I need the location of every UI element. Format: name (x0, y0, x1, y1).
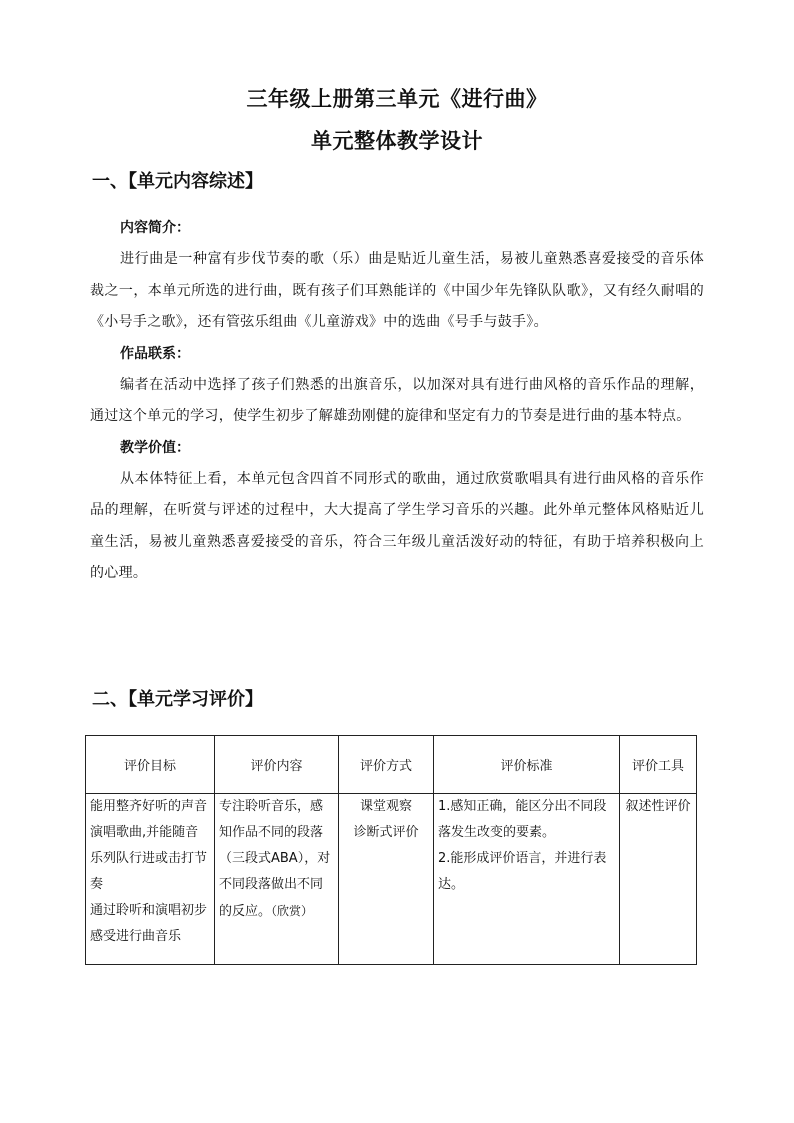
table-row (86, 794, 697, 965)
cell-content (215, 794, 339, 965)
header-method: 评价方式 (339, 736, 434, 794)
section-content-overview (90, 213, 704, 590)
works-heading: 作品联系： (120, 345, 190, 362)
intro-heading: 内容简介： (120, 220, 190, 236)
content-text: 专注聆听音乐，感知作品不同的段落（三段式ABA），对不同段落做出不同的反应。 (219, 799, 331, 919)
table-header-row (86, 736, 697, 794)
header-standard: 评价标准 (434, 736, 620, 794)
value-heading: 教学价值： (120, 439, 190, 456)
document-title: 三年级上册第三单元《进行曲》 (246, 86, 548, 111)
method-text-1: 课堂观察 (359, 799, 412, 814)
standard-text-1: 1.感知正确，能区分出不同段落发生改变的要素。 (438, 799, 607, 840)
document-subtitle: 单元整体教学设计 (311, 128, 483, 153)
cell-method (339, 794, 434, 965)
goal-text-2: 通过聆听和演唱初步感受进行曲音乐 (90, 903, 208, 944)
standard-text-2: 2.能形成评价语言，并进行表达。 (438, 851, 607, 892)
works-paragraph: 编者在活动中选择了孩子们熟悉的出旗音乐，以加深对具有进行曲风格的音乐作品的理解，通过这个单元的学习，使学生初步了解雄劲刚健的旋律和坚定有力的节奏是进行曲的基本特点。 (90, 376, 704, 424)
header-tool: 评价工具 (620, 736, 697, 794)
section-heading-learning-evaluation: 二、【单元学习评价】 (92, 689, 263, 710)
content-tag: （欣赏） (271, 904, 314, 918)
cell-standard (434, 794, 620, 965)
header-goal: 评价目标 (86, 736, 215, 794)
method-text-2: 诊断式评价 (353, 825, 419, 840)
value-paragraph: 从本体特征上看，本单元包含四首不同形式的歌曲，通过欣赏歌唱具有进行曲风格的音乐作品的理解，在听赏与评述的过程中，大大提高了学生学习音乐的兴趣。此外单元整体风格贴近儿童生活，易被儿童熟悉喜爱接受的音乐，符合三年级儿童活泼好动的特征，有助于培养积极向上的心理。 (90, 470, 704, 581)
evaluation-table (85, 735, 697, 965)
intro-paragraph: 进行曲是一种富有步伐节奏的歌（乐）曲是贴近儿童生活，易被儿童熟悉喜爱接受的音乐体裁之一，本单元所选的进行曲，既有孩子们耳熟能详的《中国少年先锋队队歌》，又有经久耐唱的《小号手之歌》，还有管弦乐组曲《儿童游戏》中的选曲《号手与鼓手》。 (90, 251, 704, 330)
cell-tool: 叙述性评价 (620, 794, 697, 965)
header-content: 评价内容 (215, 736, 339, 794)
cell-goal (86, 794, 215, 965)
section-heading-content-overview: 一、【单元内容综述】 (92, 171, 263, 192)
goal-text-1: 能用整齐好听的声音演唱歌曲,并能随音乐列队行进或击打节奏 (90, 799, 208, 892)
